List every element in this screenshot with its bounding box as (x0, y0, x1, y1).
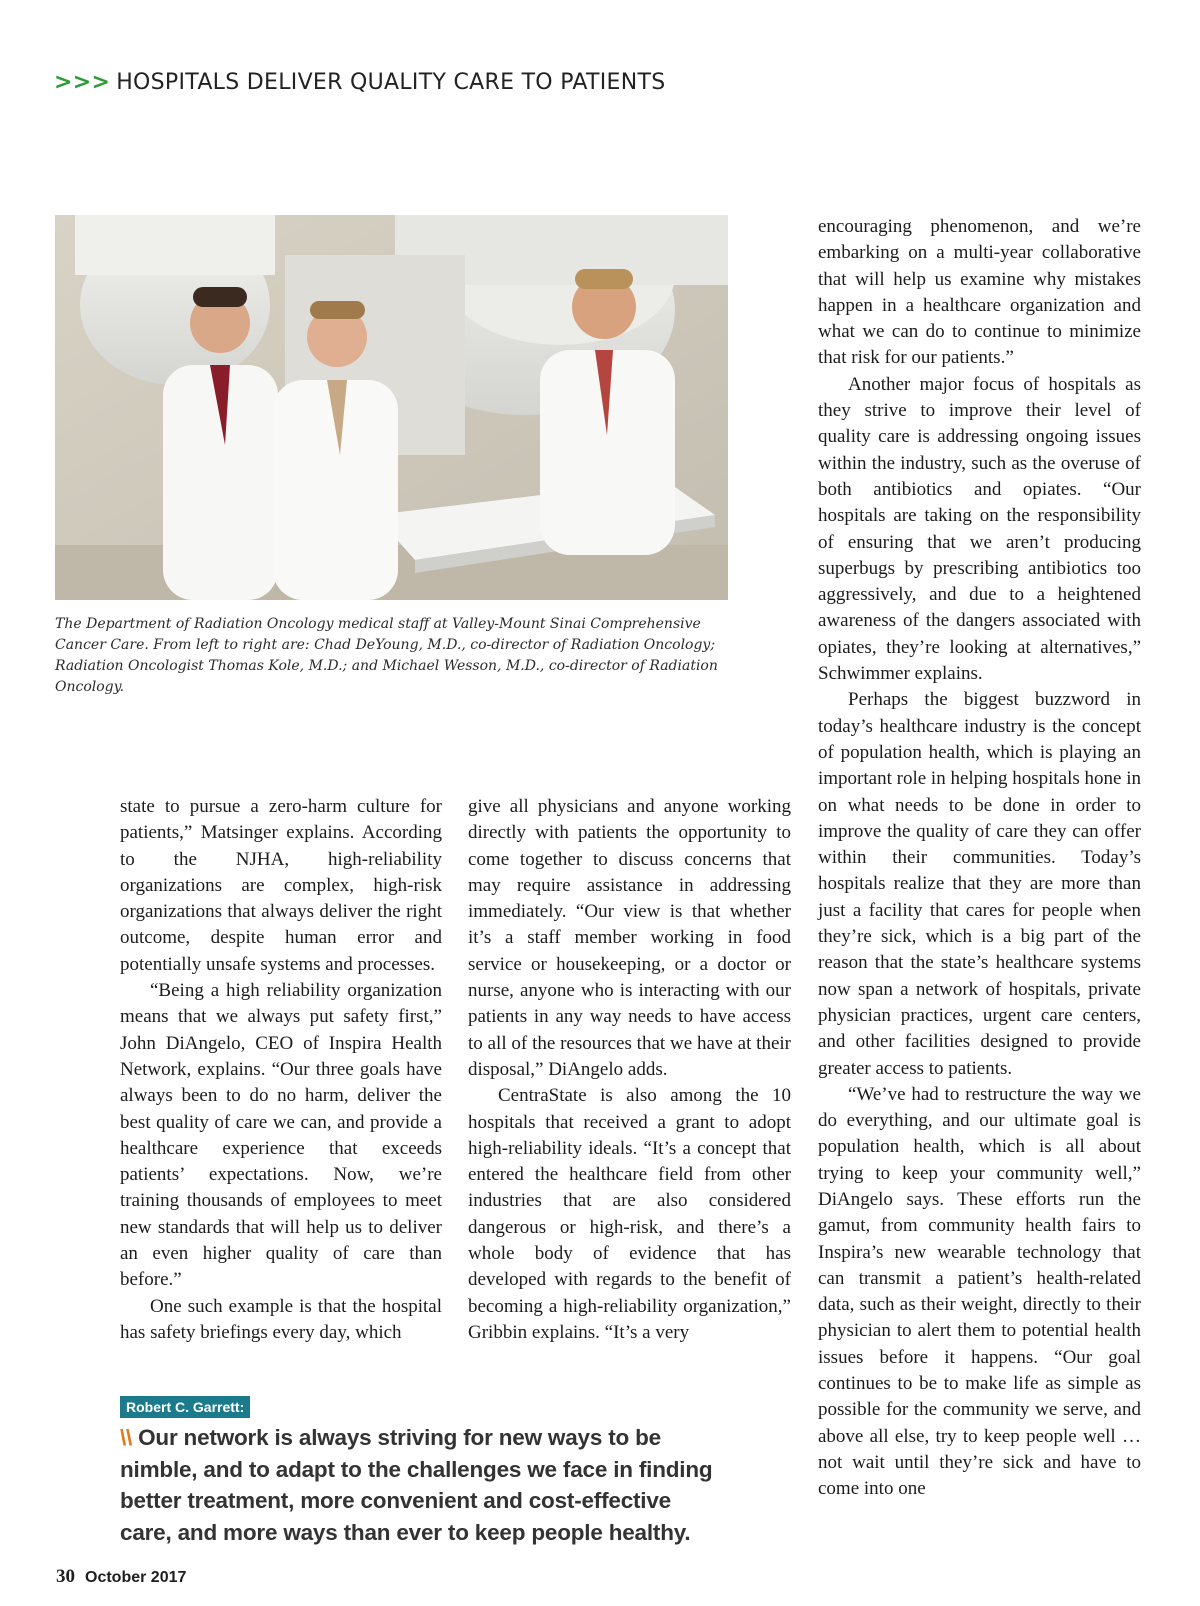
pullquote (120, 1422, 720, 1548)
header-title: HOSPITALS DELIVER QUALITY CARE TO PATIENTS (116, 70, 666, 95)
article-column-3 (818, 214, 1141, 1503)
paragraph: Perhaps the biggest buzzword in today’s healthcare industry is the concept of population health, which is playing an important role in helping hospitals hone in on what needs to be done in order to improve the quality of care they can offer within their communities. Today’s hospitals realize that they are more than just a facility that cares for people when they’re sick, which is a big part of the reason that the state’s healthcare systems now span a network of hospitals, private physician practices, urgent care centers, and other facilities designed to provide greater access to patients. (818, 689, 1141, 1079)
article-column-1 (120, 794, 442, 1346)
section-header (54, 70, 1054, 102)
paragraph: give all physicians and anyone working directly with patients the opportunity to come together to discuss concerns that may require assistance in addressing immediately. “Our view is that whether it’s a staff member working in food service or housekeeping, or a doctor or nurse, anyone who is interacting with our patients in any way needs to have access to all of the resources that we have at their disposal,” DiAngelo adds. (468, 796, 791, 1080)
page-number: 30 (56, 1566, 75, 1587)
article-column-2 (468, 794, 791, 1346)
paragraph: “Being a high reliability organization means that we always put safety first,” John DiAngelo, CEO of Inspira Health Network, explains. “Our three goals have always been to do no harm, deliver the best quality of care we can, and provide a healthcare experience that exceeds patients’ expectations. Now, we’re training thousands of employees to meet new standards that will help us to deliver an even higher quality of care than before.” (120, 980, 442, 1291)
photo-caption: The Department of Radiation Oncology medical staff at Valley-Mount Sinai Comprehensive Cancer Care. From left to right are: Chad DeYoung, M.D., co-director of Radiation Oncology; Radiation Oncologist Thomas Kole, M.D.; and Michael Wesson, M.D., co-director of Radiation Oncology. (55, 616, 718, 695)
pullquote-attribution: Robert C. Garrett: (120, 1396, 250, 1418)
quote-mark-icon: \\ (120, 1425, 133, 1450)
header-arrows: >>> (54, 70, 111, 95)
page-footer (56, 1566, 186, 1592)
paragraph: CentraState is also among the 10 hospitals that received a grant to adopt high-reliability ideals. “It’s a concept that entered the healthcare field from other industries that are also considered dangerous or high-risk, and there’s a whole body of evidence that has developed with regards to the benefit of becoming a high-reliability organization,” Gribbin explains. “It’s a very (468, 1085, 791, 1343)
paragraph: “We’ve had to restructure the way we do everything, and our ultimate goal is population health, which is all about trying to keep your community well,” DiAngelo says. These efforts run the gamut, from community health fairs to Inspira’s new wearable technology that can transmit a patient’s health-related data, such as their weight, directly to their physician to alert them to potential health issues before it happens. “Our goal continues to be to make life as simple as possible for the community we serve, and above all else, try to keep people well … not wait until they’re sick and have to come into one (818, 1083, 1141, 1500)
pullquote-text: Our network is always striving for new ways to be nimble, and to adapt to the challenges we face in finding better treatment, more convenient and cost-effective care, and more ways than ever to keep people healthy. (120, 1425, 713, 1545)
staff-photo (55, 215, 728, 600)
issue-date: October 2017 (85, 1569, 187, 1586)
paragraph: Another major focus of hospitals as they strive to improve their level of quality care is addressing ongoing issues within the industry, such as the overuse of both antibiotics and opiates. “Our hospitals are taking on the responsibility of ensuring that we aren’t producing superbugs by prescribing antibiotics too aggressively, and due to a heightened awareness of the dangers associated with opiates, they’re looking at alternatives,” Schwimmer explains. (818, 373, 1141, 685)
paragraph: state to pursue a zero-harm culture for patients,” Matsinger explains. According to the NJHA, high-reliability organizations are complex, high-risk organizations that always deliver the right outcome, despite human error and potentially unsafe systems and processes. (120, 796, 442, 975)
paragraph: One such example is that the hospital has safety briefings every day, which (120, 1295, 442, 1343)
paragraph: encouraging phenomenon, and we’re embarking on a multi-year collaborative that will help us examine why mistakes happen in a healthcare organization and what we can do to continue to minimize that risk for our patients.” (818, 216, 1141, 369)
